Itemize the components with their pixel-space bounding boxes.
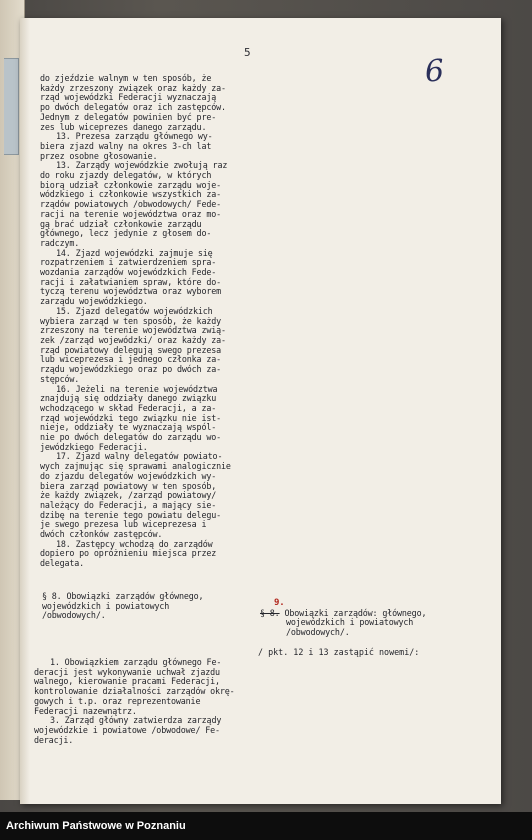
text-line: racji na terenie województwa oraz mo- <box>40 208 222 219</box>
text-line: nie po dwóch delegatów do zarządu wo- <box>40 432 222 443</box>
text-line: racji i załatwianiem spraw, które do- <box>40 276 222 287</box>
text-line: dwóch członków zastępców. <box>40 529 163 540</box>
text-line: biorą udział członkowie zarządu woje- <box>40 179 222 190</box>
text-line: 16. Jeżeli na terenie województwa <box>56 383 218 394</box>
text-line: do zjazdu delegatów wojewódzkich wy- <box>40 470 217 481</box>
archive-footer: Archiwum Państwowe w Poznaniu <box>0 812 532 840</box>
text-line: każdy zrzeszony związek oraz każdy za- <box>40 82 226 93</box>
text-line: stępców. <box>40 373 80 384</box>
point-line: deracji. <box>34 734 74 745</box>
point-line: wojewódzkie i powiatowe /obwodowe/ Fe- <box>34 724 220 735</box>
text-line: tyczą terenu województwa oraz wyborem <box>40 286 222 297</box>
point-line: deracji jest wykonywanie uchwał zjazdu <box>34 666 220 677</box>
text-line: rządów powiatowych /obwodowych/ Fede- <box>40 199 222 210</box>
text-line: zarządu wojewódzkiego. <box>40 296 148 307</box>
text-line: zek /zarząd wojewódzki/ oraz każdy za- <box>40 334 226 345</box>
text-line: 17. Zjazd walny delegatów powiato- <box>56 451 223 462</box>
text-line: gą brać udział członkowie zarządu <box>40 218 202 229</box>
text-line: dopiero po opróżnieniu miejsca przez <box>40 548 217 559</box>
text-line: wozdania zarządów wojewódzkich Fede- <box>40 267 217 278</box>
amended-heading-text-3: /obwodowych/. <box>286 627 350 638</box>
text-line: 13. Zarządy wojewódzkie zwołują raz <box>56 160 228 171</box>
handwritten-page-number: 6 <box>423 53 446 90</box>
amendment-note: / pkt. 12 i 13 zastąpić nowemi/: <box>258 647 420 657</box>
point-line: 3. Zarząd główny zatwierdza zarządy <box>50 715 222 726</box>
text-line: lub wiceprezesa i jednego członka za- <box>40 354 222 365</box>
text-line: dzibę na terenie tego powiatu delegu- <box>40 509 222 520</box>
text-line: rozpatrzeniem i zatwierdzeniem spra- <box>40 257 217 268</box>
text-line: biera zarząd powiatowy w ten sposób, <box>40 480 217 491</box>
page-edge-shadow <box>20 18 30 804</box>
text-line: wchodzącego w skład Federacji, a za- <box>40 402 217 413</box>
text-line: rząd powiatowy delegują swego prezesa <box>40 344 222 355</box>
text-line: rząd wojewódzki Federacji wyznaczają <box>40 92 217 103</box>
text-line: 13. Prezesa zarządu głównego wy- <box>56 131 213 142</box>
section-heading-line: § 8. Obowiązki zarządów głównego, <box>42 591 204 601</box>
text-line: przez osobne głosowanie. <box>40 150 158 161</box>
folder-tab <box>4 58 19 155</box>
text-line: jewódzkiego Federacji. <box>40 441 148 452</box>
point-line: kontrolowanie działalności zarządów okrę- <box>34 686 235 697</box>
text-line: wych zajmując się sprawami analogicznie <box>40 461 231 472</box>
text-line: po dwóch delegatów oraz ich zastępców. <box>40 102 226 113</box>
text-line: 14. Zjazd wojewódzki zajmuje się <box>56 247 213 258</box>
text-line: głównego, lecz jedynie z głosem do- <box>40 228 212 239</box>
text-line: zes lub wiceprezes danego zarządu. <box>40 121 207 132</box>
text-line: delegata. <box>40 558 85 569</box>
text-line: wódzkiego i członkowie wszystkich za- <box>40 189 222 200</box>
text-line: rządu wojewódzkiego oraz po dwóch za- <box>40 364 222 375</box>
point-line: Federacji nazewnątrz. <box>34 705 137 716</box>
text-line: Jednym z delegatów powinien być pre- <box>40 111 217 122</box>
page-number: 5 <box>244 46 251 59</box>
section-heading-line: wojewódzkich i powiatowych <box>42 600 170 611</box>
red-section-number: 9. <box>274 598 285 608</box>
struck-section-number: § 8. <box>260 607 280 618</box>
points-text <box>34 658 274 745</box>
amended-heading-text-2: wojewódzkich i powiatowych <box>286 617 414 628</box>
text-line: je swego prezesa lub wiceprezesa i <box>40 519 207 530</box>
amended-heading-text-1: Obowiązki zarządów: głównego, <box>284 607 427 618</box>
text-line: że każdy związek, /zarząd powiatowy/ <box>40 490 217 501</box>
text-line: wybiera zarząd w ten sposób, że każdy <box>40 315 222 326</box>
text-line: radczym. <box>40 237 80 248</box>
section-heading-amended <box>260 598 490 638</box>
text-line: rząd wojewódzki tego związku nie ist- <box>40 412 222 423</box>
text-line: nieje, oddziały te wyznaczają wspól- <box>40 422 217 433</box>
text-line: znajdują się oddziały danego związku <box>40 393 217 404</box>
text-line: biera zjazd walny na okres 3-ch lat <box>40 140 212 151</box>
typed-body-text <box>40 74 280 569</box>
text-line: do zjeździe walnym w ten sposób, że <box>40 73 212 83</box>
point-line: 1. Obowiązkiem zarządu głównego Fe- <box>50 657 222 667</box>
text-line: należący do Federacji, a mający sie- <box>40 499 217 510</box>
section-heading-line: /obwodowych/. <box>42 610 106 621</box>
section-heading-original <box>42 592 270 621</box>
point-line: walnego, kierowanie pracami Federacji, <box>34 676 220 687</box>
document-page <box>20 18 501 804</box>
text-line: zrzeszony na terenie województwa zwią- <box>40 325 226 336</box>
text-line: 15. Zjazd delegatów wojewódzkich <box>56 305 213 316</box>
point-line: gowych i t.p. oraz reprezentowanie <box>34 695 201 706</box>
text-line: 18. Zastępcy wchodzą do zarządów <box>56 538 213 549</box>
text-line: do roku zjazdy delegatów, w których <box>40 170 212 181</box>
